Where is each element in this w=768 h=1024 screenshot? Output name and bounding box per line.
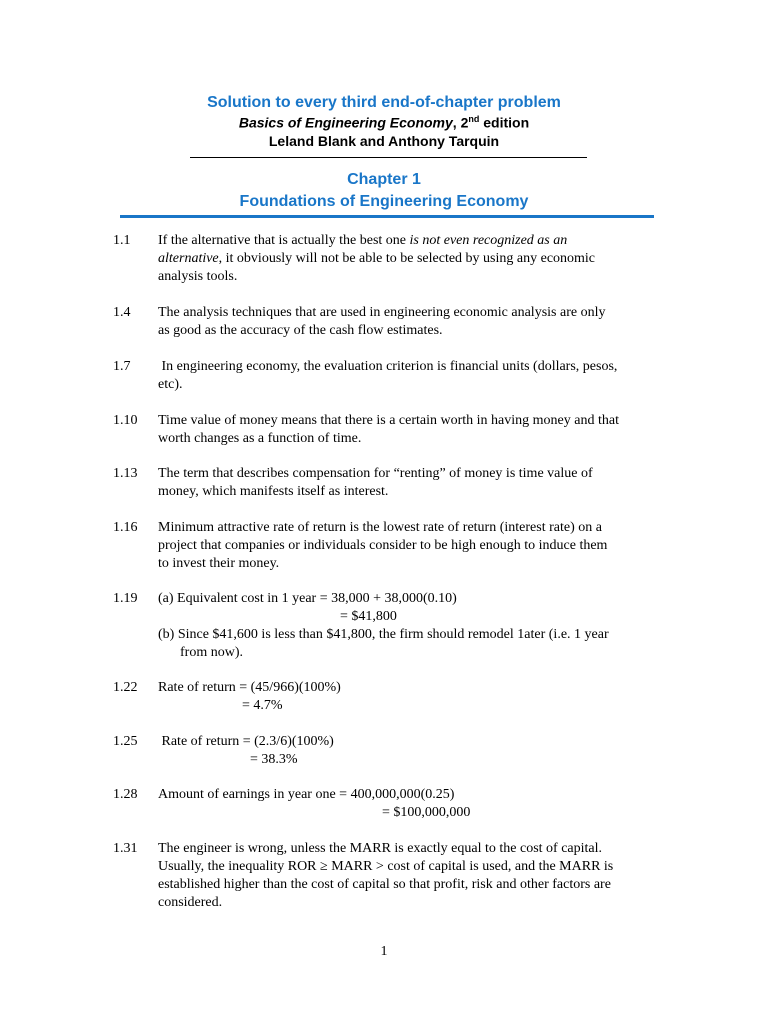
chapter-number: Chapter 1 xyxy=(347,171,421,188)
problem-text: money, which manifests itself as interest. xyxy=(158,484,389,499)
problem-text-emphasis: is not even recognized as an xyxy=(409,233,568,248)
book-name: Basics of Engineering Economy xyxy=(238,114,453,131)
problem-text: from now). xyxy=(180,645,243,660)
document-title: Solution to every third end-of-chapter problem xyxy=(207,94,561,111)
problem-number: 1.25 xyxy=(113,734,138,749)
problem-result: = $41,800 xyxy=(340,609,397,624)
problem-text: If the alternative that is actually the best one xyxy=(158,233,410,248)
problem-text: project that companies or individuals consider to be high enough to induce them xyxy=(158,538,608,553)
chapter-title: Foundations of Engineering Economy xyxy=(239,193,529,210)
problem-number: 1.4 xyxy=(113,305,131,320)
problem-number: 1.13 xyxy=(113,466,138,481)
book-subtitle: Basics of Engineering Economy, 2nd edition xyxy=(238,114,530,131)
problem-result: = 4.7% xyxy=(242,698,283,713)
page-number: 1 xyxy=(380,944,388,959)
problem-text: etc). xyxy=(158,377,183,392)
edition-number: 2 xyxy=(460,114,469,131)
problem-number: 1.19 xyxy=(113,591,138,606)
problem-text: Rate of return = (2.3/6)(100%) xyxy=(158,734,334,749)
problem-text: In engineering economy, the evaluation criterion is financial units (dollars, pesos, xyxy=(158,359,618,374)
problem-result: = $100,000,000 xyxy=(382,805,471,820)
title-divider xyxy=(190,157,587,158)
problem-text: (a) Equivalent cost in 1 year = 38,000 + 38,000(0.10) xyxy=(158,591,457,606)
problem-number: 1.1 xyxy=(113,233,131,248)
edition-superscript: nd xyxy=(468,114,480,124)
problem-text: as good as the accuracy of the cash flow estimates. xyxy=(158,323,443,338)
problem-number: 1.16 xyxy=(113,520,138,535)
problem-text: The term that describes compensation for “renting” of money is time value of xyxy=(158,466,593,481)
problem-text: considered. xyxy=(158,895,223,910)
problem-text: worth changes as a function of time. xyxy=(158,431,362,446)
authors: Leland Blank and Anthony Tarquin xyxy=(268,133,500,149)
problem-text: Time value of money means that there is a certain worth in having money and that xyxy=(158,413,619,428)
edition-word: edition xyxy=(479,114,530,131)
problem-text: Usually, the inequality ROR ≥ MARR > cost of capital is used, and the MARR is xyxy=(158,859,614,874)
problem-text-emphasis: alternative xyxy=(158,251,219,266)
problem-number: 1.22 xyxy=(113,680,138,695)
problem-text: The analysis techniques that are used in engineering economic analysis are only xyxy=(158,305,606,320)
problem-text: The engineer is wrong, unless the MARR is exactly equal to the cost of capital. xyxy=(158,841,603,856)
problem-text: Amount of earnings in year one = 400,000,000(0.25) xyxy=(158,787,455,802)
problem-text: established higher than the cost of capital so that profit, risk and other factors are xyxy=(158,877,611,892)
problem-text: (b) Since $41,600 is less than $41,800, the firm should remodel 1ater (i.e. 1 year xyxy=(158,627,609,642)
problem-number: 1.28 xyxy=(113,787,138,802)
problem-number: 1.7 xyxy=(113,359,131,374)
problem-number: 1.10 xyxy=(113,413,138,428)
problem-number: 1.31 xyxy=(113,841,138,856)
chapter-divider xyxy=(120,215,654,218)
problem-text: Minimum attractive rate of return is the lowest rate of return (interest rate) on a xyxy=(158,520,602,535)
problem-text: Rate of return = (45/966)(100%) xyxy=(158,680,341,695)
problem-text: analysis tools. xyxy=(158,269,238,284)
problem-text: to invest their money. xyxy=(158,556,280,571)
problem-text: , it obviously will not be able to be selected by using any economic xyxy=(218,251,596,266)
problem-result: = 38.3% xyxy=(250,752,298,767)
